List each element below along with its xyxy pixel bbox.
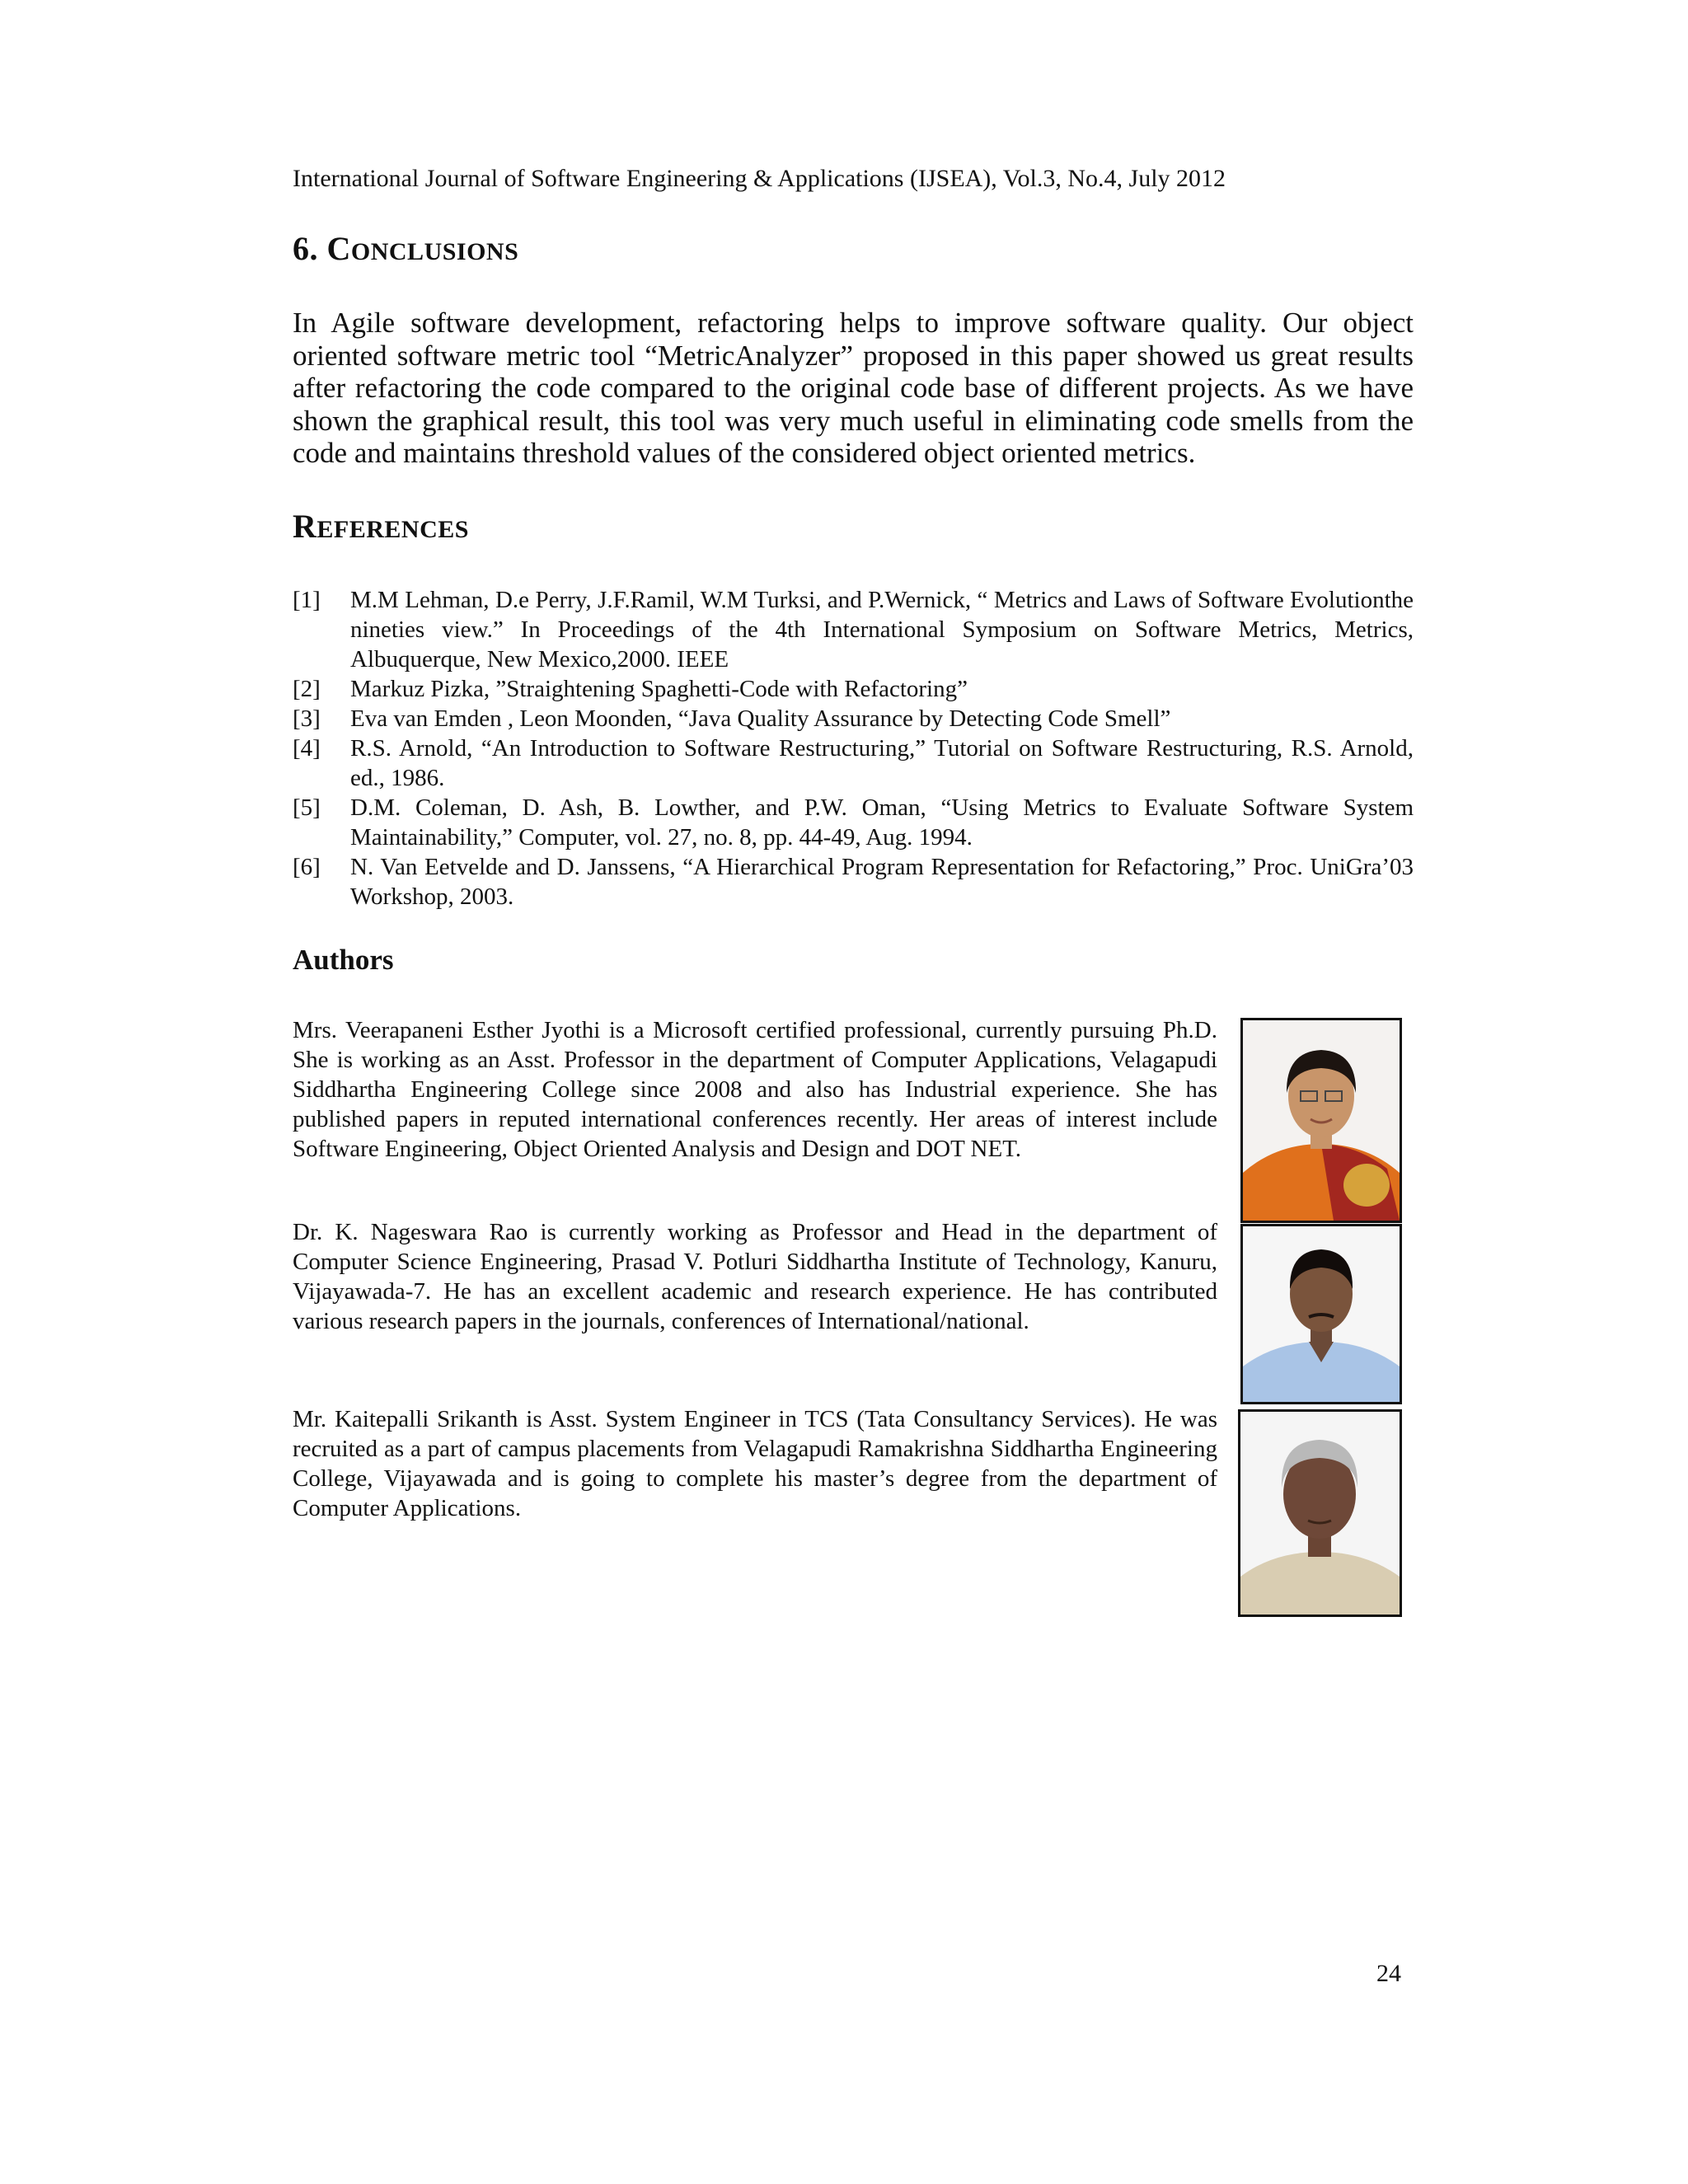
author-photo-3-image [1240,1412,1400,1615]
reference-number: [5] [293,794,321,821]
reference-number: [6] [293,854,321,880]
reference-item [293,674,1414,704]
conclusions-paragraph: In Agile software development, refactoring helps to improve software quality. Our object oriented software metric tool “MetricAnalyzer” proposed in this paper showed us great results after refactoring the code compared to the original code base of different projects. As we have shown the graphical result, this tool was very much useful in eliminating code smells from the code and maintains threshold values of the considered object oriented metrics. [293,307,1414,469]
author-bio-2: Dr. K. Nageswara Rao is currently working as Professor and Head in the department of Computer Science Engineering, Prasad V. Potluri Siddhartha Institute of Technology, Kanuru, Vijayawada-7. He has an excellent academic and research experience. He has contributed various research papers in the journals, conferences of International/national. [293,1219,1217,1334]
reference-number: [1] [293,587,321,613]
reference-text: N. Van Eetvelde and D. Janssens, “A Hierarchical Program Representation for Refactoring,” Proc. UniGra’03 Workshop, 2003. [350,854,1414,910]
reference-text: D.M. Coleman, D. Ash, B. Lowther, and P.W. Oman, “Using Metrics to Evaluate Software System Maintainability,” Computer, vol. 27, no. 8, pp. 44-49, Aug. 1994. [350,794,1414,851]
references-title-rest: EFERENCES [316,516,469,543]
reference-item [293,733,1414,793]
author-bio-1: Mrs. Veerapaneni Esther Jyothi is a Microsoft certified professional, currently pursuing Ph.D. She is working as an Asst. Professor in the department of Computer Applications, Velagapudi Siddhartha Engineering College since 2008 and also has Industrial experience. She has published papers in reputed international conferences recently. Her areas of interest include Software Engineering, Object Oriented Analysis and Design and DOT NET. [293,1017,1217,1162]
reference-item [293,793,1414,852]
references-title-initial: R [293,508,317,545]
reference-number: [3] [293,705,321,732]
conclusions-number: 6. [293,230,318,267]
reference-item [293,852,1414,912]
author-photo-3 [1238,1409,1402,1617]
page-number: 24 [1376,1960,1401,1987]
reference-item [293,704,1414,733]
reference-text: M.M Lehman, D.e Perry, J.F.Ramil, W.M Turksi, and P.Wernick, “ Metrics and Laws of Software Evolutionthe nineties view.” In Proceedings of the 4th International Symposium on Software Metrics, Metrics, Albuquerque, New Mexico,2000. IEEE [350,587,1414,673]
authors-heading: Authors [293,944,394,976]
conclusions-title-rest: ONCLUSIONS [350,238,519,265]
reference-number: [4] [293,735,321,762]
author-bio-3: Mr. Kaitepalli Srikanth is Asst. System Engineer in TCS (Tata Consultancy Services). He was recruited as a part of campus placements from Velagapudi Ramakrishna Siddhartha Engineering College, Vijayawada and is going to complete his master’s degree from the department of Computer Applications. [293,1406,1217,1521]
conclusions-heading [293,229,518,268]
author-photo-2 [1240,1224,1402,1404]
reference-number: [2] [293,676,321,702]
reference-text: Markuz Pizka, ”Straightening Spaghetti-Code with Refactoring” [350,676,968,702]
reference-list [293,585,1414,912]
references-heading [293,507,469,546]
reference-text: R.S. Arnold, “An Introduction to Software Restructuring,” Tutorial on Software Restructuring, R.S. Arnold, ed., 1986. [350,735,1414,791]
running-header: International Journal of Software Engineering & Applications (IJSEA), Vol.3, No.4, July 2012 [293,165,1226,192]
author-photo-1-image [1243,1020,1400,1221]
reference-text: Eva van Emden , Leon Moonden, “Java Quality Assurance by Detecting Code Smell” [350,705,1171,732]
reference-item [293,585,1414,674]
author-photo-1 [1240,1018,1402,1223]
author-photo-2-image [1243,1226,1400,1402]
conclusions-title-initial: C [326,230,351,267]
